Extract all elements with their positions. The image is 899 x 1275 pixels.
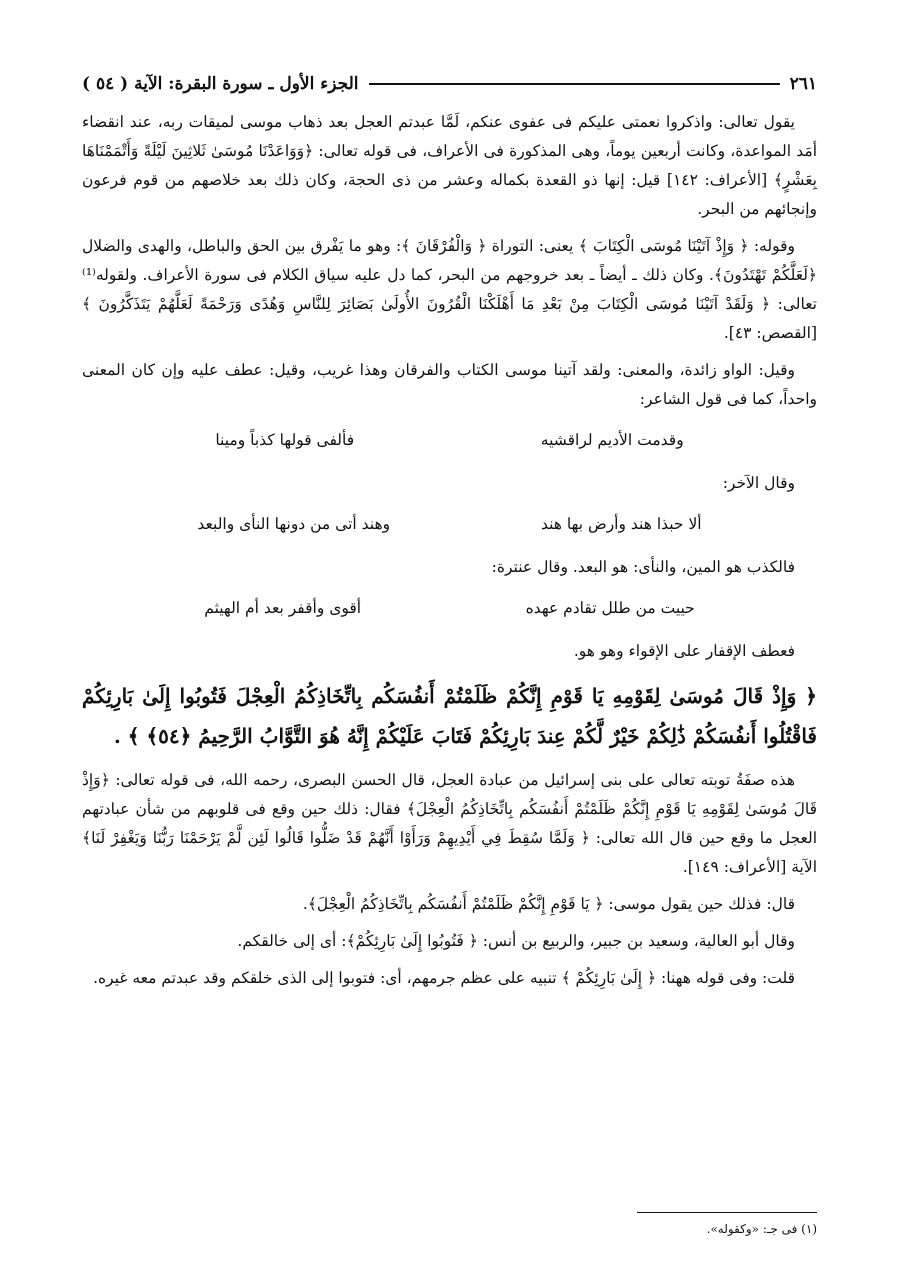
- poem-verse-3: [122, 594, 777, 623]
- paragraph-6: هذه صفَةُ توبته تعالى على بنى إسرائيل من عبادة العجل، قال الحسن البصرى، رحمه الله، فى قوله تعالى: ﴿وَإِذْ قَالَ مُوسَىٰ لِقَوْمِهِ يَا قَوْمِ إِنَّكُمْ ظَلَمْتُمْ أَنفُسَكُم بِاتِّخَاذِكُمُ الْعِجْلَ﴾ فقال: ذلك حين وقع فى قلوبهم من شأن عبادتهم العجل ما وقع حين قال الله تعالى: ﴿ وَلَمَّا سُقِطَ فِي أَيْدِيهِمْ وَرَأَوْا أَنَّهُمْ قَدْ ضَلُّوا قَالُوا لَئِن لَّمْ يَرْحَمْنَا رَبُّنَا وَيَغْفِرْ لَنَا﴾ الآية [الأعراف: ١٤٩].: [82, 771, 817, 876]
- poem-verse-1: [122, 426, 777, 455]
- poet-label: وقال الآخر:: [722, 474, 795, 492]
- header-title: الجزء الأول ـ سورة البقرة: الآية ( ٥٤ ): [82, 74, 359, 94]
- paragraph-2: وقوله: ﴿ وَإِذْ آتَيْنَا مُوسَى الْكِتَابَ ﴾ يعنى: التوراة ﴿ وَالْفُرْقَانَ ﴾: وهو ما يَفْرق بين الحق والباطل، والهدى والضلال ﴿لَعَلَّكُمْ تَهْتَدُونَ﴾. وكان ذلك ـ أيضاً ـ بعد خروجهم من البحر، كما دل عليه سياق الكلام فى سورة الأعراف. ولقوله⁽¹⁾ تعالى: ﴿ وَلَقَدْ آتَيْنَا مُوسَى الْكِتَابَ مِنْ بَعْدِ مَا أَهْلَكْنَا الْقُرُونَ الأُولَىٰ بَصَائِرَ لِلنَّاسِ وَهُدًى وَرَحْمَةً لَعَلَّهُمْ يَتَذَكَّرُونَ ﴾ [القصص: ٤٣].: [82, 237, 817, 342]
- verse-first-hemistich: ألا حبذا هند وأرض بها هند: [540, 515, 702, 533]
- paragraph-8: وقال أبو العالية، وسعيد بن جبير، والربيع بن أنس: ﴿ فَتُوبُوا إِلَىٰ بَارِئِكُمْ﴾: أى إلى خالقكم.: [237, 932, 795, 950]
- verse-second-hemistich: أقوى وأقفر بعد أم الهيثم: [204, 599, 362, 617]
- paragraph-3: وقيل: الواو زائدة، والمعنى: ولقد آتينا موسى الكتاب والفرقان وهذا غريب، وقيل: عطف عليه وإن كان المعنى واحداً، كما فى قول الشاعر:: [82, 361, 817, 408]
- paragraph-9: قلت: وفى قوله ههنا: ﴿ إِلَىٰ بَارِئِكُمْ ﴾ تنبيه على عظم جرمهم، أى: فتوبوا إلى الذى خلقكم وقد عبدتم معه غيره.: [93, 969, 795, 987]
- quran-ayah-54: ﴿ وَإِذْ قَالَ مُوسَىٰ لِقَوْمِهِ يَا قَوْمِ إِنَّكُمْ ظَلَمْتُمْ أَنفُسَكُم بِاتِّخَاذِكُمُ الْعِجْلَ فَتُوبُوا إِلَىٰ بَارِئِكُمْ فَاقْتُلُوا أَنفُسَكُمْ ذَٰلِكُمْ خَيْرٌ لَّكُمْ عِندَ بَارِئِكُمْ فَتَابَ عَلَيْكُمْ إِنَّهُ هُوَ التَّوَّابُ الرَّحِيمُ ﴿٥٤﴾ ﴾ .: [82, 684, 817, 748]
- running-header: [82, 70, 817, 98]
- header-rule: [369, 83, 780, 85]
- verse-first-hemistich: حييت من طلل تقادم عهده: [525, 599, 695, 617]
- verse-second-hemistich: وهند أتى من دونها النأى والبعد: [197, 515, 391, 533]
- poem-verse-2: [122, 510, 777, 539]
- footnote: (١) فى جـ: «وكقوله».: [706, 1222, 817, 1236]
- paragraph-5: فعطف الإقفار على الإقواء وهو هو.: [573, 642, 795, 660]
- paragraph-7: قال: فذلك حين يقول موسى: ﴿ يَا قَوْمِ إِنَّكُمْ ظَلَمْتُمْ أَنفُسَكُم بِاتِّخَاذِكُمُ الْعِجْلَ﴾.: [302, 895, 795, 913]
- page-number: ٢٦١: [789, 74, 817, 94]
- main-text: [82, 108, 817, 1001]
- verse-second-hemistich: فألفى قولها كذباً ومينا: [215, 431, 355, 449]
- footnote-divider: [637, 1212, 817, 1213]
- verse-first-hemistich: وقدمت الأديم لراقشيه: [540, 431, 684, 449]
- paragraph-4: فالكذب هو المين، والنأى: هو البعد. وقال عنترة:: [491, 558, 795, 576]
- paragraph-1: يقول تعالى: واذكروا نعمتى عليكم فى عفوى عنكم، لَمَّا عبدتم العجل بعد ذهاب موسى لميقات ربه، عند انقضاء أمَد المواعدة، وكانت أربعين يوماً، وهى المذكورة فى الأعراف، فى قوله تعالى: ﴿وَوَاعَدْنَا مُوسَىٰ ثَلاثِينَ لَيْلَةً وَأَتْمَمْنَاهَا بِعَشْرٍ﴾ [الأعراف: ١٤٢] قيل: إنها ذو القعدة بكماله وعشر من ذى الحجة، وكان ذلك بعد خلاصهم من قوم فرعون وإنجائهم من البحر.: [82, 113, 817, 218]
